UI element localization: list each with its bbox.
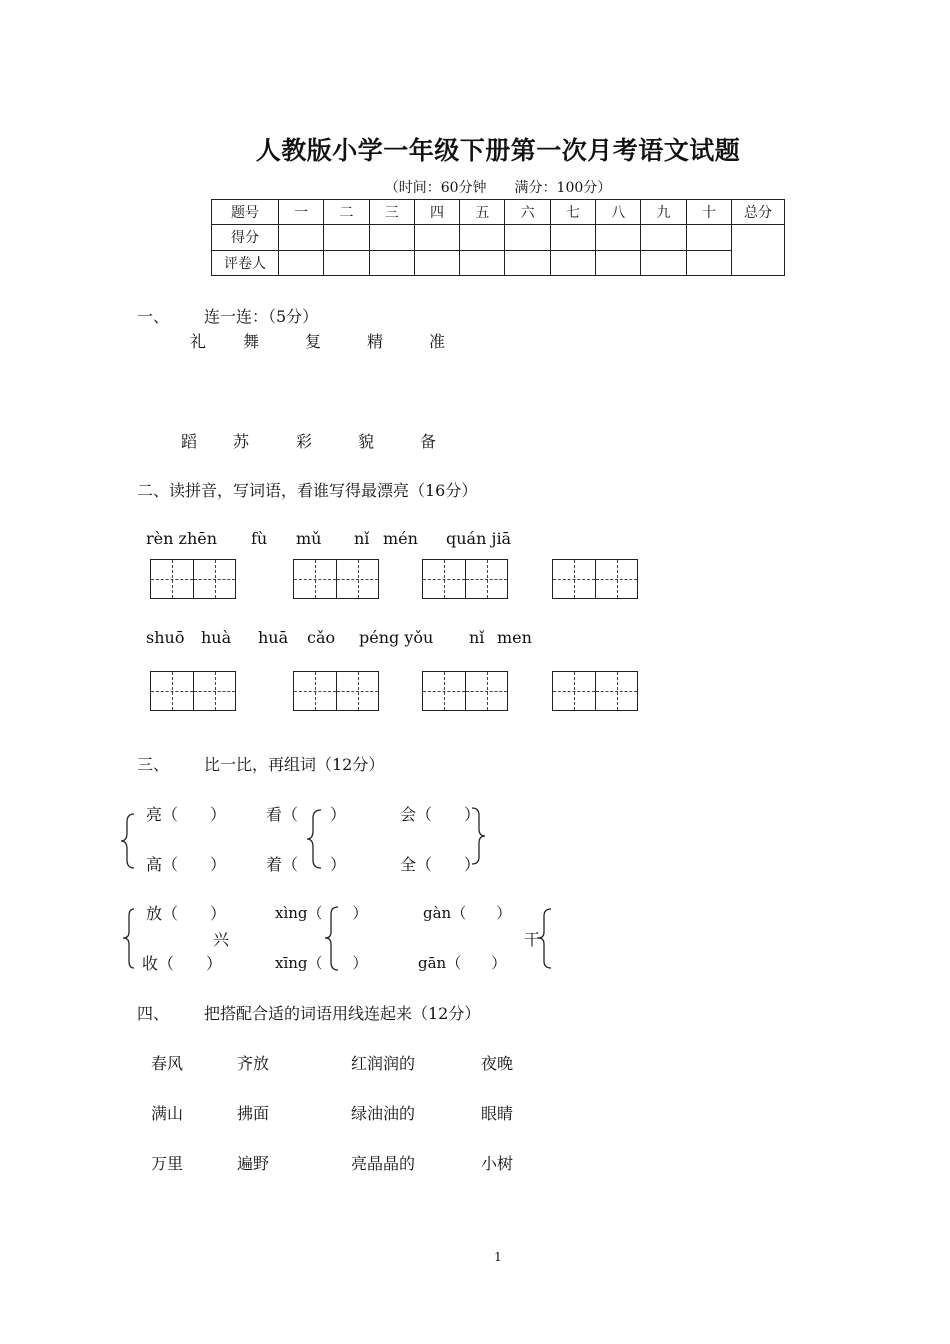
- section4-title: 把搭配合适的词语用线连起来（12分）: [204, 1004, 481, 1023]
- pinyin-label: huà: [201, 628, 232, 647]
- left-brace-5: [538, 909, 551, 968]
- match-char-bottom[interactable]: 备: [420, 432, 437, 451]
- compare-word-item[interactable]: 高（ ）: [146, 855, 227, 874]
- match-word[interactable]: 春风: [151, 1054, 184, 1073]
- pinyin-label: mǔ: [296, 529, 322, 548]
- header-cell-2: 二: [324, 200, 369, 225]
- header-cell-4: 四: [414, 200, 459, 225]
- section3-title: 比一比，再组词（12分）: [204, 755, 385, 774]
- header-cell-5: 五: [460, 200, 505, 225]
- match-char-top[interactable]: 准: [429, 332, 446, 351]
- polyphone-item[interactable]: gān（ ）: [418, 954, 507, 972]
- match-word[interactable]: 拂面: [237, 1104, 270, 1123]
- compare-word-item[interactable]: 会（ ）: [400, 805, 481, 824]
- match-char-top[interactable]: 礼: [190, 332, 207, 351]
- section1-number: 一、: [137, 307, 170, 326]
- match-char-top[interactable]: 舞: [243, 332, 260, 351]
- left-brace-1: [121, 814, 134, 868]
- polyphone-item[interactable]: xīng（ ）: [275, 954, 368, 972]
- match-char-bottom[interactable]: 苏: [233, 432, 250, 451]
- match-word[interactable]: 万里: [151, 1154, 184, 1173]
- header-cell-3: 三: [369, 200, 414, 225]
- pinyin-label: nǐ: [469, 628, 485, 647]
- header-cell-9: 九: [641, 200, 686, 225]
- right-brace-1: [472, 808, 485, 864]
- match-word[interactable]: 绿油油的: [351, 1104, 416, 1123]
- page-number: 1: [494, 1250, 502, 1264]
- match-word[interactable]: 遍野: [237, 1154, 270, 1173]
- match-word[interactable]: 小树: [481, 1154, 514, 1173]
- match-word[interactable]: 满山: [151, 1104, 184, 1123]
- polyphone-item[interactable]: gàn（ ）: [423, 904, 512, 922]
- match-char-bottom[interactable]: 蹈: [181, 432, 198, 451]
- pinyin-label: fù: [251, 529, 268, 548]
- section3-number: 三、: [137, 755, 170, 774]
- score-row-label: 得分: [212, 225, 279, 250]
- header-cell-7: 七: [550, 200, 595, 225]
- compare-word-item[interactable]: 收（ ）: [142, 954, 223, 973]
- left-brace-4: [325, 907, 338, 970]
- pinyin-label: quán jiā: [446, 529, 512, 548]
- header-cell-8: 八: [596, 200, 641, 225]
- match-char-top[interactable]: 精: [367, 332, 384, 351]
- header-cell-question-number: 题号: [212, 200, 279, 225]
- match-char-top[interactable]: 复: [305, 332, 322, 351]
- compare-word-item[interactable]: 着（ ）: [266, 855, 347, 874]
- polyphone-char-gan: 干: [524, 930, 541, 949]
- polyphone-item[interactable]: xìng（ ）: [275, 904, 368, 922]
- section1-title: 连一连：（5分）: [204, 307, 319, 326]
- section2-title: 二、读拼音，写词语，看谁写得最漂亮（16分）: [137, 481, 478, 500]
- pinyin-label: nǐ: [354, 529, 370, 548]
- match-word[interactable]: 亮晶晶的: [351, 1154, 416, 1173]
- compare-word-item[interactable]: 全（ ）: [400, 855, 481, 874]
- match-word[interactable]: 齐放: [237, 1054, 270, 1073]
- compare-word-item[interactable]: 看（ ）: [266, 805, 347, 824]
- compare-word-item[interactable]: 亮（ ）: [146, 805, 227, 824]
- polyphone-char-xing: 兴: [213, 930, 230, 949]
- pinyin-label: cǎo: [307, 628, 336, 647]
- grader-row-label: 评卷人: [212, 250, 279, 275]
- pinyin-label: huā: [258, 628, 289, 647]
- page-title: 人教版小学一年级下册第一次月考语文试题: [255, 136, 741, 165]
- compare-word-item[interactable]: 放（ ）: [146, 904, 227, 923]
- left-brace-3: [123, 909, 134, 968]
- match-word[interactable]: 夜晚: [481, 1054, 514, 1073]
- exam-info: （时间：60分钟 满分：100分）: [384, 180, 612, 196]
- pinyin-label: rèn zhēn: [146, 529, 218, 548]
- match-char-bottom[interactable]: 彩: [296, 432, 313, 451]
- pinyin-label: shuō: [146, 628, 185, 647]
- header-cell-10: 十: [686, 200, 731, 225]
- section4-number: 四、: [137, 1004, 170, 1023]
- header-cell-total: 总分: [732, 200, 785, 225]
- match-char-bottom[interactable]: 貌: [358, 432, 375, 451]
- match-word[interactable]: 眼睛: [481, 1104, 514, 1123]
- header-cell-1: 一: [279, 200, 324, 225]
- header-cell-6: 六: [505, 200, 550, 225]
- pinyin-label: péng yǒu: [359, 628, 434, 647]
- pinyin-label: mén: [383, 529, 418, 548]
- match-word[interactable]: 红润润的: [351, 1054, 416, 1073]
- left-brace-2: [307, 810, 321, 868]
- pinyin-label: men: [497, 628, 532, 647]
